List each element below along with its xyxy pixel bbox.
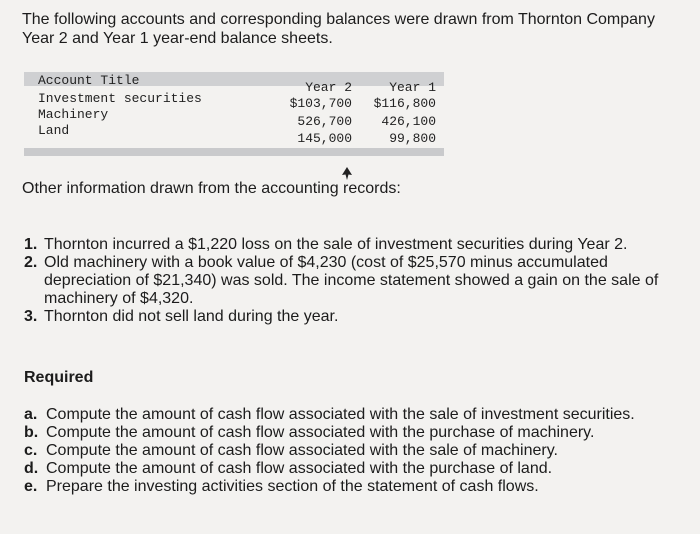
- list-item-number: 3.: [24, 308, 38, 325]
- list-item-text: Thornton did not sell land during the year.: [44, 308, 339, 325]
- list-item-number: 2.: [24, 254, 38, 271]
- intro-text: [22, 10, 700, 48]
- list-item: [24, 254, 694, 308]
- list-item: [24, 406, 694, 424]
- part-letter: a.: [24, 406, 38, 423]
- part-text: Compute the amount of cash flow associated with the purchase of machinery.: [46, 424, 595, 441]
- list-item-number: 1.: [24, 236, 38, 253]
- list-item: [24, 308, 694, 326]
- intro-line-1: The following accounts and corresponding balances were drawn from Thornton Company: [22, 11, 655, 28]
- list-item: [24, 460, 694, 478]
- other-information-heading: Other information drawn from the accounting records:: [22, 180, 401, 197]
- header-year-2: Year 2: [305, 80, 352, 95]
- list-item: [24, 236, 694, 254]
- part-letter: b.: [24, 424, 39, 441]
- part-text: Compute the amount of cash flow associated with the sale of investment securities.: [46, 406, 635, 423]
- balance-table: [24, 72, 444, 164]
- part-text: Compute the amount of cash flow associated with the purchase of land.: [46, 460, 553, 477]
- header-account-title: Account Title: [38, 73, 140, 88]
- list-item: [24, 424, 694, 442]
- row-0-account: Investment securities: [38, 91, 202, 106]
- part-letter: d.: [24, 460, 39, 477]
- header-year-1: Year 1: [389, 80, 436, 95]
- row-1-account: Machinery: [38, 107, 109, 122]
- row-0-year-2: $103,700: [289, 96, 352, 111]
- row-2-year-2: 145,000: [297, 131, 352, 146]
- information-list: [24, 236, 694, 326]
- part-letter: c.: [24, 442, 38, 459]
- list-item: [24, 442, 694, 460]
- required-parts-list: [24, 406, 694, 496]
- part-text: Compute the amount of cash flow associated with the sale of machinery.: [46, 442, 558, 459]
- row-2-account: Land: [38, 123, 70, 138]
- intro-line-2: Year 2 and Year 1 year-end balance sheets.: [22, 30, 333, 47]
- list-item-text: Old machinery with a book value of $4,230 (cost of $25,570 minus accumulated depreciation of $21,340) was sold. The income statement showed a gain on the sale of machinery of $4,320.: [44, 254, 659, 307]
- list-item-text: Thornton incurred a $1,220 loss on the sale of investment securities during Year 2.: [44, 236, 628, 253]
- row-2-year-1: 99,800: [389, 131, 436, 146]
- list-item: [24, 478, 694, 496]
- row-0-year-1: $116,800: [373, 96, 436, 111]
- required-heading: Required: [24, 369, 94, 386]
- row-1-year-1: 426,100: [381, 114, 436, 129]
- row-1-year-2: 526,700: [297, 114, 352, 129]
- part-text: Prepare the investing activities section of the statement of cash flows.: [46, 478, 539, 495]
- table-bottom-bar: [24, 148, 444, 156]
- part-letter: e.: [24, 478, 38, 495]
